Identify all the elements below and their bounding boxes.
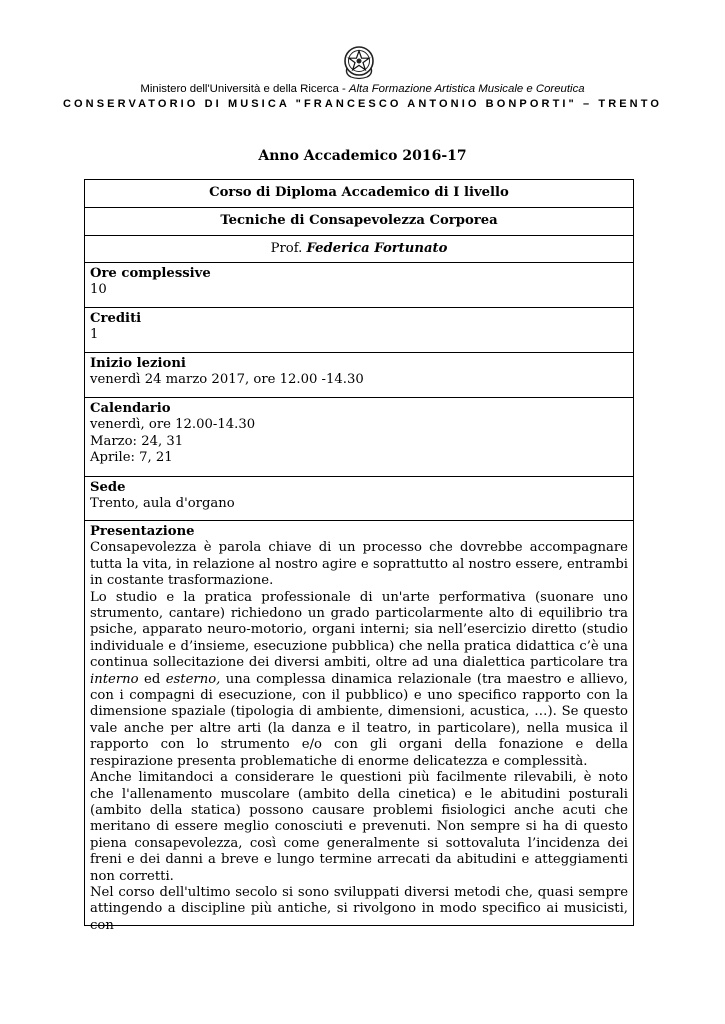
section-label: Inizio lezioni	[90, 356, 186, 371]
paragraph-text: una complessa dinamica relazionale (tra maestro e allievo, con i compagni di esecuzione, con il pubblico) e uno specifico rapporto con la dimensione spaziale (tipologia di ambiente, dimensioni, acustica, …). Se questo vale anche per altre arti (la danza e il teatro, in particolare), nella musica il rapporto con lo strumento e/o con gli organi della fonazione e della respirazione presenta problematiche di enorme delicatezza e complessità.	[90, 671, 628, 769]
professor-name: Federica Fortunato	[306, 240, 448, 256]
course-type: Corso di Diploma Accademico di I livello	[85, 180, 633, 208]
paragraph-text: Lo studio e la pratica professionale di un'arte performativa (suonare uno strumento, cantare) richiedono un grado particolarmente alto di equilibrio tra psiche, apparato neuro-motorio, organi interni; sia nell’esercizio diretto (studio individuale e d’insieme, esecuzione pubblica) che nella pratica didattica c’è una continua sollecitazione dei diversi ambiti, oltre ad una dialettica particolare tra	[90, 589, 628, 671]
section-ore	[85, 263, 633, 308]
section-crediti	[85, 308, 633, 353]
section-label: Calendario	[90, 401, 171, 416]
paragraph	[90, 590, 628, 770]
section-value: venerdì 24 marzo 2017, ore 12.00 -14.30	[90, 372, 364, 388]
section-label: Ore complessive	[90, 266, 211, 281]
conservatory-name: CONSERVATORIO DI MUSICA "FRANCESCO ANTONIO BONPORTI" – TRENTO	[62, 98, 663, 110]
section-value: 1	[90, 327, 99, 343]
section-label: Crediti	[90, 311, 142, 326]
paragraph: Consapevolezza è parola chiave di un processo che dovrebbe accompagnare tutta la vita, in relazione al nostro agire e soprattutto al nostro essere, entrambi in costante trasformazione.	[90, 540, 628, 589]
professor-prefix: Prof.	[270, 240, 303, 256]
ministry-line	[0, 82, 725, 96]
section-sede	[85, 477, 633, 521]
republic-emblem-icon	[342, 44, 376, 80]
section-calendario	[85, 398, 633, 477]
paragraph: Nel corso dell'ultimo secolo si sono sviluppati diversi metodi che, quasi sempre attingendo a discipline più antiche, si rivolgono in modo specifico ai musicisti, con	[90, 884, 628, 933]
ministry-name: Ministero dell'Università e della Ricerca -	[140, 83, 349, 95]
paragraph-emphasis: esterno,	[165, 671, 221, 687]
ministry-subtitle: Alta Formazione Artistica Musicale e Coreutica	[348, 83, 585, 95]
paragraph-emphasis: interno	[90, 671, 139, 687]
course-name: Tecniche di Consapevolezza Corporea	[85, 208, 633, 236]
calendar-line: Marzo: 24, 31	[90, 433, 184, 449]
calendar-line: Aprile: 7, 21	[90, 450, 173, 466]
section-label: Presentazione	[90, 524, 195, 539]
section-presentazione	[85, 521, 633, 933]
course-table	[84, 179, 634, 933]
section-value: 10	[90, 282, 107, 298]
paragraph-text: ed	[138, 671, 166, 687]
professor	[85, 236, 633, 263]
section-label: Sede	[90, 480, 126, 495]
paragraph: Anche limitandoci a considerare le questioni più facilmente rilevabili, è noto che l'allenamento muscolare (ambito della cinetica) e le abitudini posturali (ambito della statica) possono causare problemi fisiologici anche acuti che meritano di essere meglio conosciuti e prevenuti. Non sempre si ha di questo piena consapevolezza, così come generalmente si sottovaluta l’incidenza dei freni e dei danni a breve e lungo termine arrecati da abitudini e atteggiamenti non corretti.	[90, 770, 628, 884]
section-inizio	[85, 353, 633, 398]
calendar-line: venerdì, ore 12.00-14.30	[90, 417, 256, 433]
academic-year: Anno Accademico 2016-17	[258, 148, 467, 164]
section-value: Trento, aula d'organo	[90, 496, 235, 512]
